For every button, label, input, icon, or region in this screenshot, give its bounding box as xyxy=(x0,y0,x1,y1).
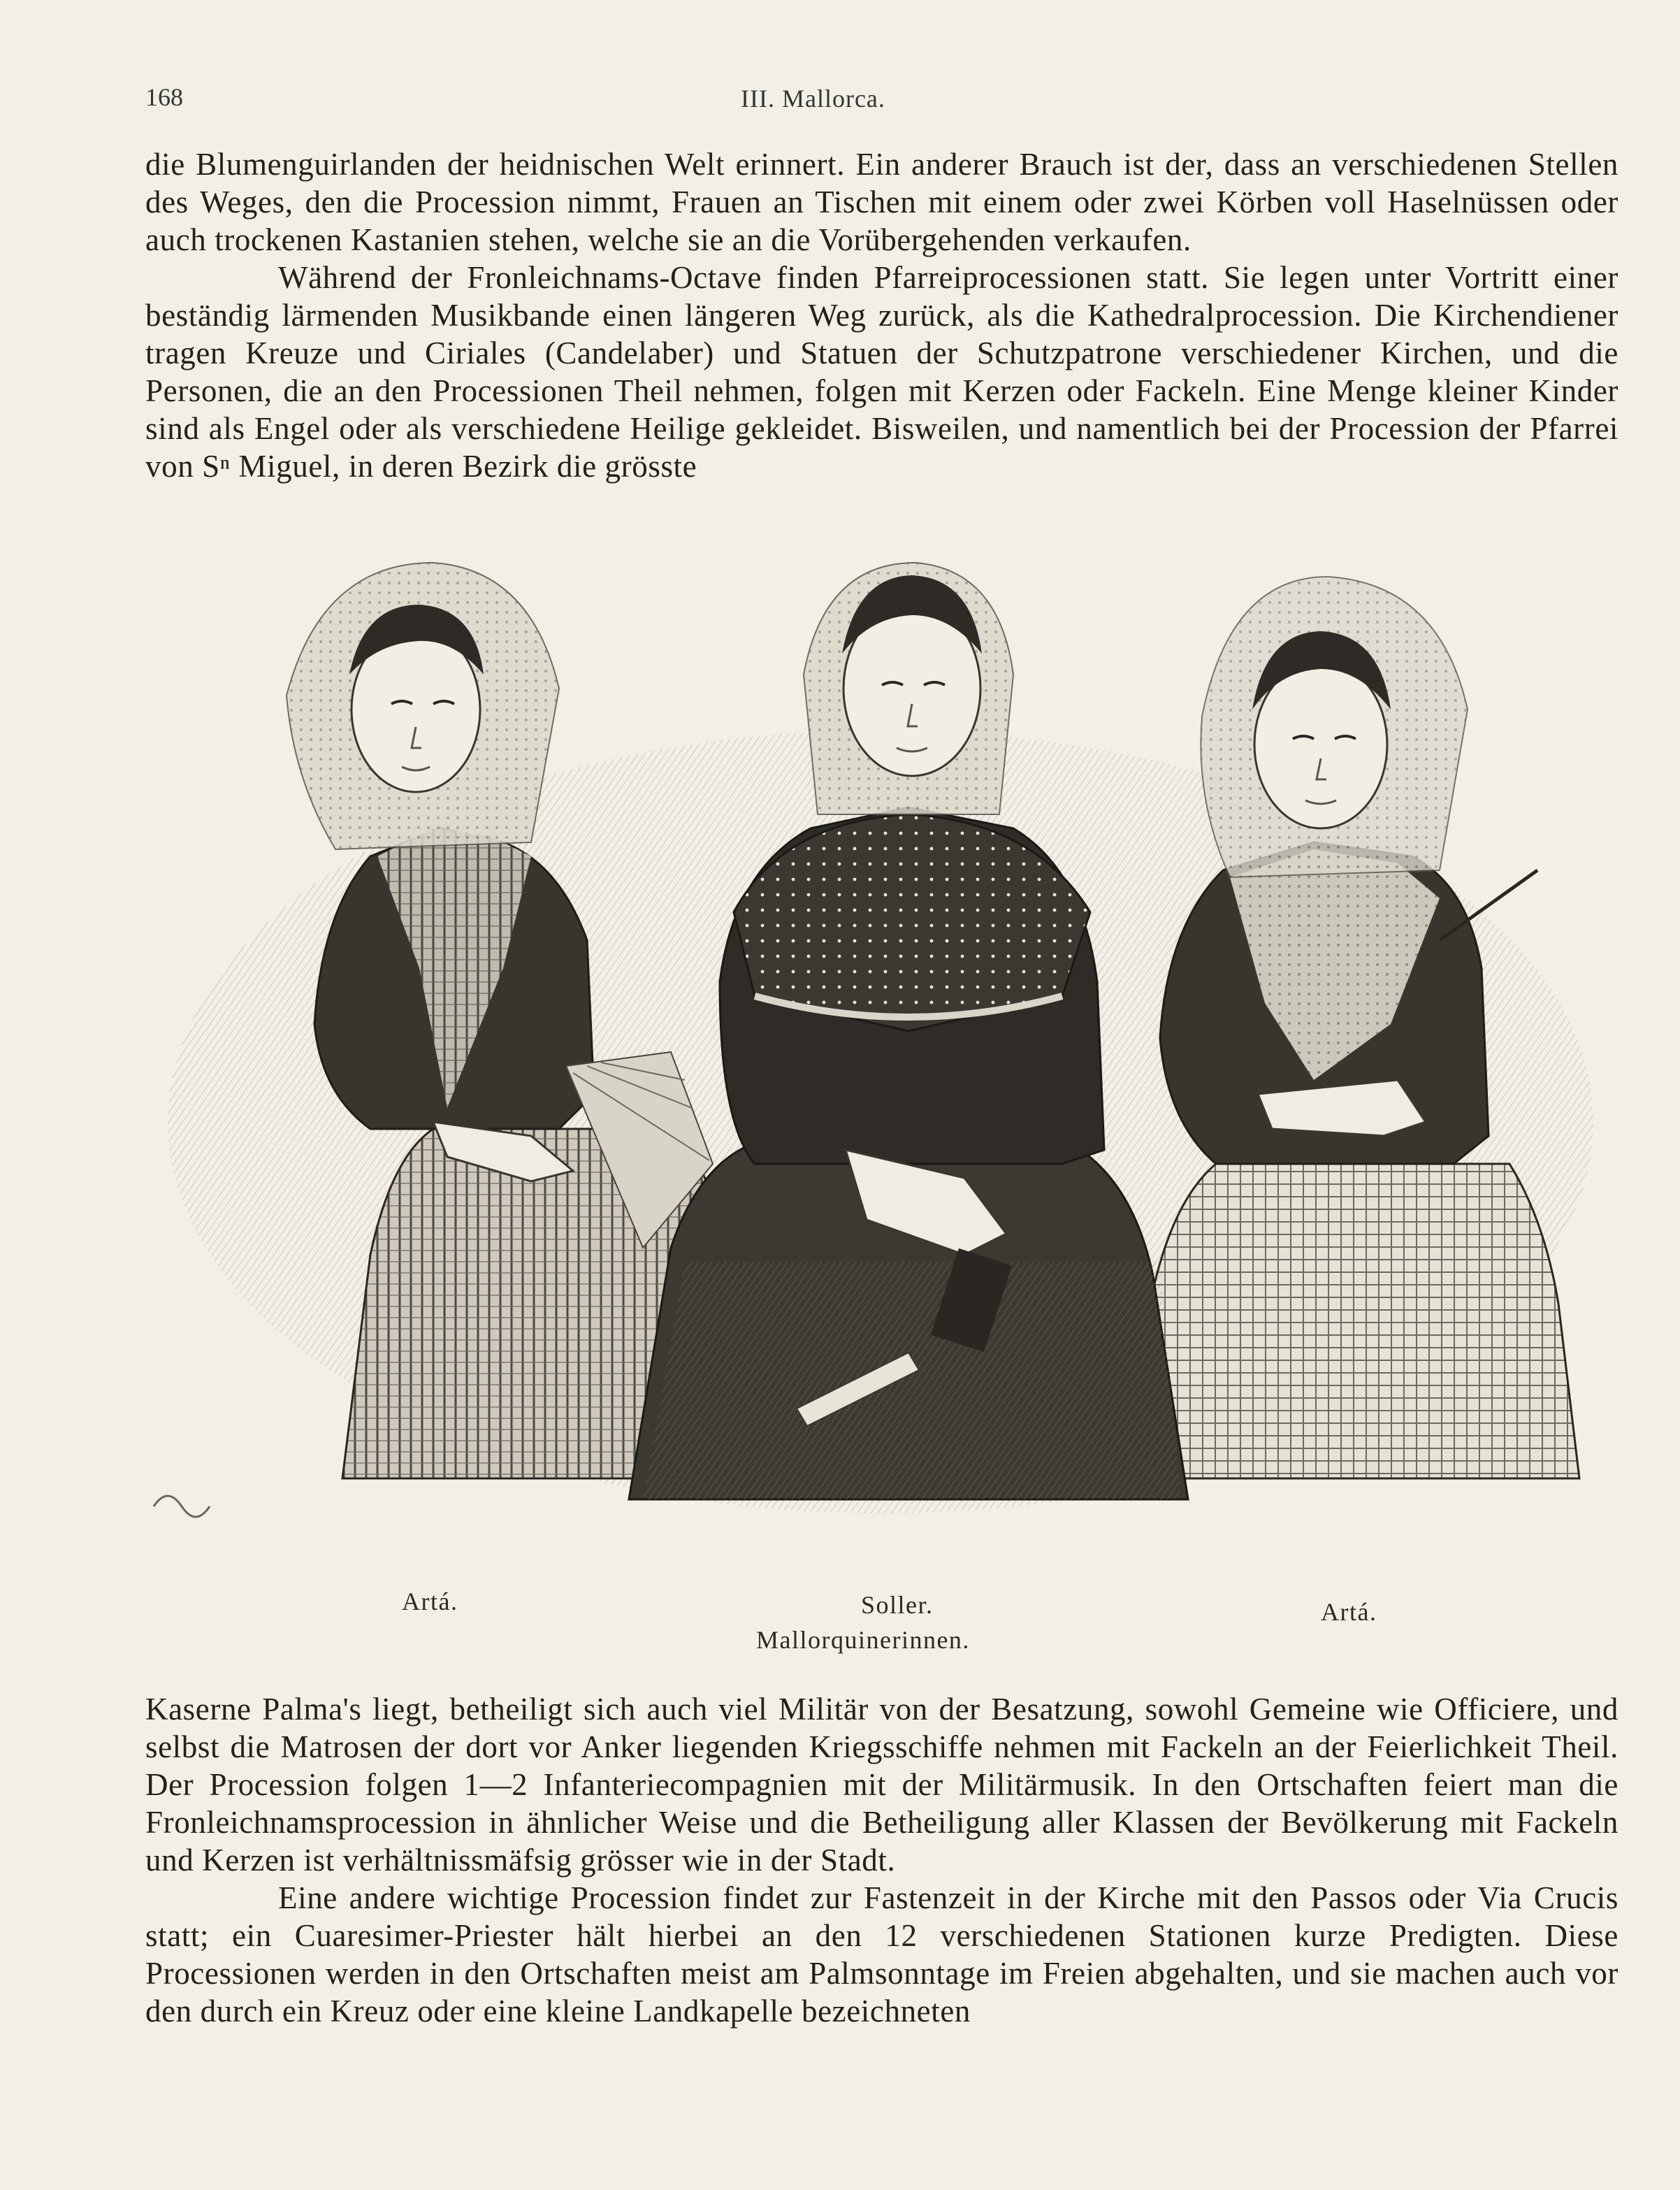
page-number: 168 xyxy=(145,83,183,111)
bottom-text-block xyxy=(145,1690,1619,2030)
caption-left: Artá. xyxy=(402,1587,458,1615)
paragraph: Während der Fronleichnams-Octave finden Pfarreiprocessionen statt. Sie legen unter Vortritt einer beständig lärmenden Musikbande einen längeren Weg zurück, als die Kathedralprocession. Die Kirchendiener tragen Kreuze und Ciriales (Candelaber) und Statuen der Schutzpatrone verschiedener Kirchen, und die Personen, die an den Processionen Theil nehmen, folgen mit Kerzen oder Fackeln. Eine Menge kleiner Kinder sind als Engel oder als verschiedene Heilige gekleidet. Bisweilen, und namentlich bei der Procession der Pfarrei von Sⁿ Miguel, in deren Bezirk die grösste xyxy=(145,260,1619,484)
caption-middle: Soller. xyxy=(861,1591,934,1619)
engraving-illustration xyxy=(140,549,1621,1576)
paragraph: Kaserne Palma's liegt, betheiligt sich auch viel Militär von der Besatzung, sowohl Gemeine wie Officiere, und selbst die Matrosen der dort vor Anker liegenden Kriegsschiffe nehmen mit Fackeln an der Feierlichkeit Theil. Der Procession folgen 1—2 Infanteriecompagnien mit der Militärmusik. In den Ortschaften feiert man die Fronleichnamsprocession in ähnlicher Weise und die Betheiligung aller Klassen der Bevölkerung mit Fackeln und Kerzen ist verhältnissmäfsig grösser wie in der Stadt. xyxy=(145,1692,1619,1878)
top-text-block xyxy=(145,145,1619,485)
artist-monogram xyxy=(154,1496,210,1517)
engraving-three-mallorcan-women xyxy=(140,549,1621,1576)
figure-title: Mallorquinerinnen. xyxy=(756,1626,970,1654)
running-head: III. Mallorca. xyxy=(741,85,885,113)
paragraph: Eine andere wichtige Procession findet zur Fastenzeit in der Kirche mit den Passos oder Via Crucis statt; ein Cuaresimer-Priester hält hierbei an den 12 verschiedenen Stationen kurze Predigten. Diese Processionen werden in den Ortschaften meist am Palmsonntage im Freien abgehalten, und sie machen auch vor den durch ein Kreuz oder eine kleine Landkapelle bezeichneten xyxy=(145,1880,1619,2029)
paragraph: die Blumenguirlanden der heidnischen Welt erinnert. Ein anderer Brauch ist der, dass an verschiedenen Stellen des Weges, den die Procession nimmt, Frauen an Tischen mit einem oder zwei Körben voll Haselnüssen oder auch trockenen Kastanien stehen, welche sie an die Vorübergehenden verkaufen. xyxy=(145,147,1619,257)
caption-right: Artá. xyxy=(1321,1598,1377,1626)
